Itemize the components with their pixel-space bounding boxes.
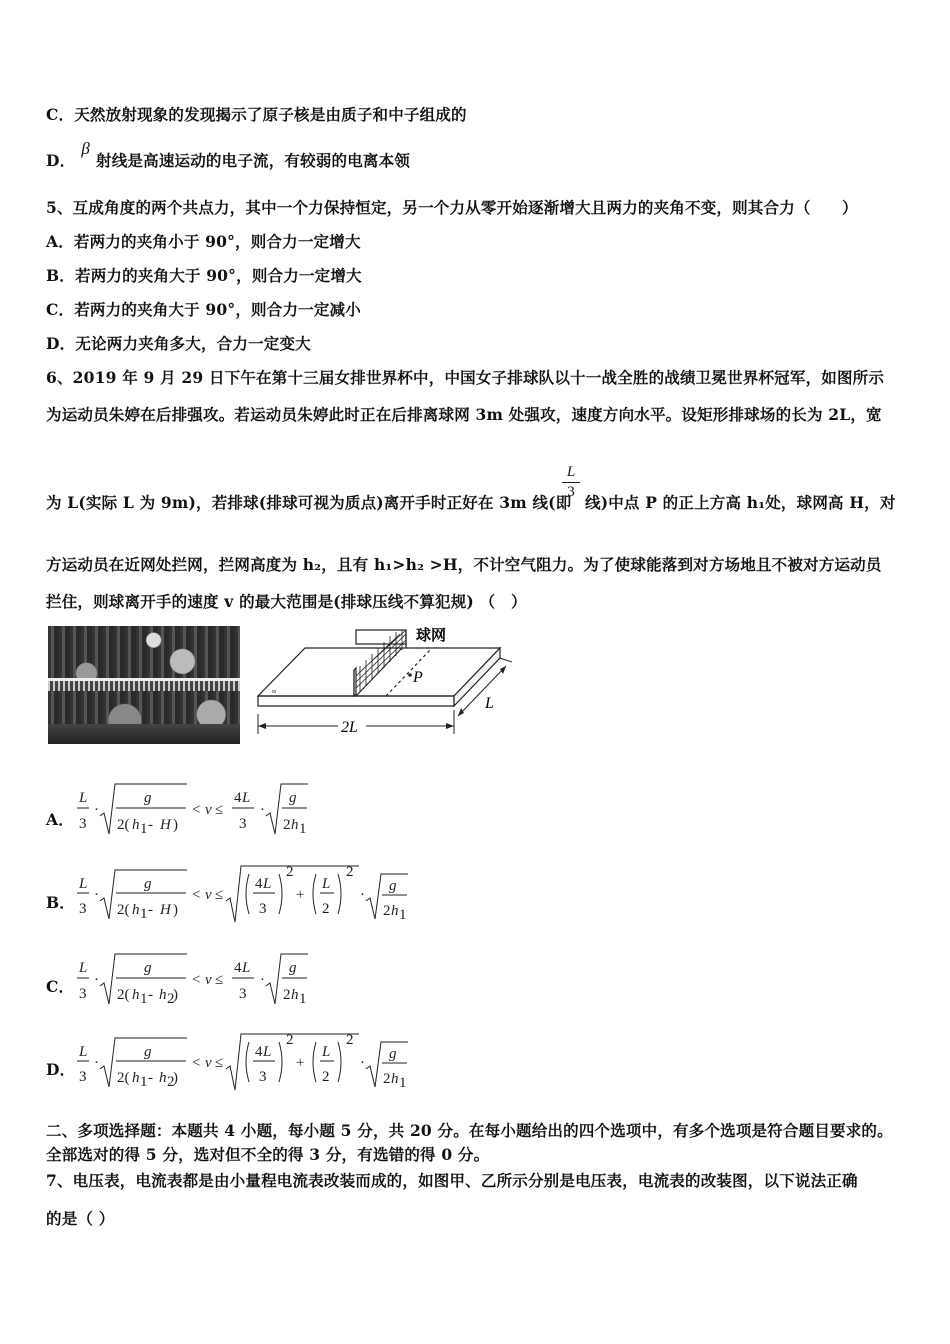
- svg-text:L: L: [263, 876, 272, 892]
- q6-inline-fraction: [560, 464, 582, 501]
- svg-text:h: h: [391, 903, 399, 919]
- q6-option-b-label: B．: [46, 893, 76, 912]
- dim-arrow-l-top: [500, 666, 506, 674]
- svg-text:4: 4: [234, 960, 242, 976]
- q5-option-a: A．若两力的夹角小于 90°，则合力一定增大: [46, 232, 361, 251]
- svg-text:g: g: [144, 876, 152, 892]
- svg-text:3: 3: [259, 901, 267, 917]
- q6-line5: 拦住，则球离开手的速度 v 的最大范围是(排球压线不算犯规) （ ）: [46, 592, 527, 611]
- svg-text:·: ·: [360, 1055, 365, 1071]
- svg-text:L: L: [79, 876, 88, 892]
- svg-text:-: -: [148, 902, 153, 918]
- svg-text:h: h: [132, 817, 140, 833]
- svg-text:3: 3: [79, 816, 87, 832]
- svg-text:v: v: [205, 887, 212, 903]
- dim-arrow-l-bottom: [458, 708, 464, 716]
- q6-line1: 6、2019 年 9 月 29 日下午在第十三届女排世界杯中，中国女子排球队以十一战全胜的战绩卫冕世界杯冠军，如图所示: [46, 368, 885, 387]
- svg-text:1: 1: [299, 991, 307, 1007]
- formula-c: [74, 950, 324, 1010]
- svg-text:g: g: [289, 790, 297, 806]
- q4-option-d-text: 射线是高速运动的电子流，有较弱的电离本领: [96, 151, 411, 170]
- svg-text:h: h: [132, 987, 140, 1003]
- formula-b: [74, 862, 414, 924]
- svg-text:): ): [173, 1070, 178, 1086]
- svg-text:v: v: [205, 802, 212, 818]
- svg-text:1: 1: [299, 821, 307, 837]
- q4-option-c: C．天然放射现象的发现揭示了原子核是由质子和中子组成的: [46, 105, 467, 124]
- q5-option-d: D．无论两力夹角多大，合力一定变大: [46, 334, 311, 353]
- svg-text:v: v: [205, 1055, 212, 1071]
- dim-arrow-left: [258, 723, 266, 729]
- svg-text:v: v: [205, 972, 212, 988]
- svg-text:h: h: [291, 817, 299, 833]
- svg-text:+: +: [296, 887, 305, 903]
- svg-text:): ): [173, 902, 178, 918]
- svg-text:-: -: [148, 817, 153, 833]
- svg-text:h: h: [391, 1071, 399, 1087]
- q6-line2: 为运动员朱婷在后排强攻。若运动员朱婷此时正在后排离球网 3m 处强攻，速度方向水平。设矩形排球场的长为 2L，宽: [46, 405, 882, 424]
- svg-text:2(: 2(: [117, 902, 130, 918]
- svg-text:3: 3: [259, 1069, 267, 1085]
- svg-text:4: 4: [234, 790, 242, 806]
- q7-line2: 的是（ ）: [46, 1209, 115, 1228]
- svg-text:<: <: [192, 802, 201, 818]
- svg-text:·: ·: [260, 802, 265, 818]
- photo-net-top: [48, 678, 240, 681]
- svg-text:·: ·: [260, 972, 265, 988]
- svg-text:h: h: [291, 987, 299, 1003]
- svg-text:2: 2: [167, 991, 175, 1007]
- svg-text:<: <: [192, 972, 201, 988]
- svg-text:2: 2: [283, 987, 291, 1003]
- q6-line4: 方运动员在近网处拦网，拦网高度为 h₂，且有 h₁>h₂ >H，不计空气阻力。为了使球能落到对方场地且不被对方运动员: [46, 555, 882, 574]
- svg-text:2: 2: [346, 864, 354, 880]
- svg-text:H: H: [160, 902, 171, 918]
- svg-text:≤: ≤: [215, 1055, 224, 1071]
- svg-text:g: g: [144, 960, 152, 976]
- court-diagram: [250, 622, 520, 747]
- volleyball-photo: [48, 626, 240, 744]
- q4-option-d-label: D．: [46, 151, 76, 170]
- net-label: 球网: [416, 626, 447, 644]
- q5-option-b: B．若两力的夹角大于 90°，则合力一定增大: [46, 266, 362, 285]
- svg-text:2(: 2(: [117, 1070, 130, 1086]
- svg-text:4: 4: [255, 1044, 263, 1060]
- formula-d: [74, 1030, 414, 1092]
- q7-line1: 7、电压表，电流表都是由小量程电流表改装而成的，如图甲、乙所示分别是电压表，电流表的改装图，以下说法正确: [46, 1171, 858, 1190]
- net-side-left: [354, 668, 356, 696]
- point-p-label: P: [413, 669, 423, 686]
- beta-symbol: β: [81, 139, 91, 158]
- svg-text:·: ·: [94, 1055, 99, 1071]
- formula-a: [74, 780, 324, 840]
- svg-text:+: +: [296, 1055, 305, 1071]
- svg-text:2: 2: [322, 901, 330, 917]
- svg-text:g: g: [144, 790, 152, 806]
- svg-text:): ): [173, 987, 178, 1003]
- svg-text:-: -: [148, 1070, 153, 1086]
- svg-text:1: 1: [140, 1074, 148, 1090]
- section2-line2: 全部选对的得 5 分，选对但不全的得 3 分，有选错的得 0 分。: [46, 1145, 490, 1164]
- svg-text:1: 1: [399, 907, 407, 923]
- svg-text:L: L: [242, 960, 251, 976]
- svg-text:g: g: [389, 1046, 397, 1062]
- svg-text:L: L: [322, 1044, 331, 1060]
- svg-text:L: L: [79, 1044, 88, 1060]
- svg-text:1: 1: [399, 1075, 407, 1091]
- svg-text:<: <: [192, 887, 201, 903]
- q6-option-d-label: D．: [46, 1060, 76, 1079]
- svg-text:L: L: [242, 790, 251, 806]
- svg-text:h: h: [132, 902, 140, 918]
- svg-text:2(: 2(: [117, 817, 130, 833]
- svg-text:L: L: [322, 876, 331, 892]
- court-3m-line: [386, 648, 432, 696]
- fraction-bar: [562, 482, 580, 483]
- svg-text:≤: ≤: [215, 887, 224, 903]
- svg-text:3: 3: [79, 901, 87, 917]
- svg-text:3: 3: [79, 1069, 87, 1085]
- svg-text:2: 2: [383, 1071, 391, 1087]
- svg-text:·: ·: [94, 972, 99, 988]
- svg-text:4: 4: [255, 876, 263, 892]
- fraction-numerator: L: [566, 464, 576, 480]
- section2-line1: 二、多项选择题：本题共 4 小题，每小题 5 分，共 20 分。在每小题给出的四个选项中，有多个选项是符合题目要求的。: [46, 1121, 893, 1140]
- svg-text:·: ·: [360, 887, 365, 903]
- svg-text:g: g: [289, 960, 297, 976]
- svg-text:2: 2: [286, 1032, 294, 1048]
- width-label: L: [485, 695, 494, 712]
- svg-text:): ): [173, 817, 178, 833]
- court-front-face: [258, 696, 454, 706]
- svg-text:h: h: [132, 1070, 140, 1086]
- svg-text:3: 3: [239, 986, 247, 1002]
- svg-text:3: 3: [79, 986, 87, 1002]
- svg-text:·: ·: [94, 802, 99, 818]
- court-mark-left: ≈: [272, 687, 277, 696]
- q6-line3a: 为 L(实际 L 为 9m)，若排球(排球可视为质点)离开手时正好在 3m 线(即: [46, 493, 572, 512]
- q5-stem: 5、互成角度的两个共点力，其中一个力保持恒定，另一个力从零开始逐渐增大且两力的夹角不变，则其合力（ ）: [46, 198, 858, 217]
- dim-arrow-right: [446, 723, 454, 729]
- fraction-denominator: 3: [567, 484, 575, 500]
- svg-text:g: g: [144, 1044, 152, 1060]
- svg-text:L: L: [79, 790, 88, 806]
- photo-floor: [48, 724, 240, 744]
- point-p: [408, 673, 412, 677]
- q6-option-a-label: A．: [46, 810, 74, 829]
- q6-option-c-label: C．: [46, 977, 75, 996]
- svg-text:g: g: [389, 878, 397, 894]
- court-center-line: [356, 648, 402, 696]
- svg-text:L: L: [79, 960, 88, 976]
- q4-option-d: [46, 139, 411, 171]
- svg-text:2: 2: [383, 903, 391, 919]
- svg-text:1: 1: [140, 991, 148, 1007]
- svg-text:H: H: [160, 817, 171, 833]
- svg-text:1: 1: [140, 821, 148, 837]
- length-label: 2L: [341, 719, 358, 736]
- q6-line3b: 线)中点 P 的正上方高 h₁处，球网高 H，对: [585, 493, 896, 512]
- q5-option-c: C．若两力的夹角大于 90°，则合力一定减小: [46, 300, 361, 319]
- dim-tick-l1: [500, 658, 512, 662]
- svg-text:1: 1: [140, 906, 148, 922]
- svg-text:2: 2: [286, 864, 294, 880]
- svg-text:·: ·: [94, 887, 99, 903]
- svg-text:-: -: [148, 987, 153, 1003]
- svg-text:h: h: [159, 987, 167, 1003]
- svg-text:2: 2: [346, 1032, 354, 1048]
- svg-text:3: 3: [239, 816, 247, 832]
- svg-text:2: 2: [167, 1074, 175, 1090]
- svg-text:≤: ≤: [215, 972, 224, 988]
- svg-text:2: 2: [322, 1069, 330, 1085]
- svg-text:≤: ≤: [215, 802, 224, 818]
- svg-text:<: <: [192, 1055, 201, 1071]
- svg-text:2(: 2(: [117, 987, 130, 1003]
- svg-text:h: h: [159, 1070, 167, 1086]
- photo-net-band: [48, 681, 240, 691]
- svg-text:L: L: [263, 1044, 272, 1060]
- svg-text:2: 2: [283, 817, 291, 833]
